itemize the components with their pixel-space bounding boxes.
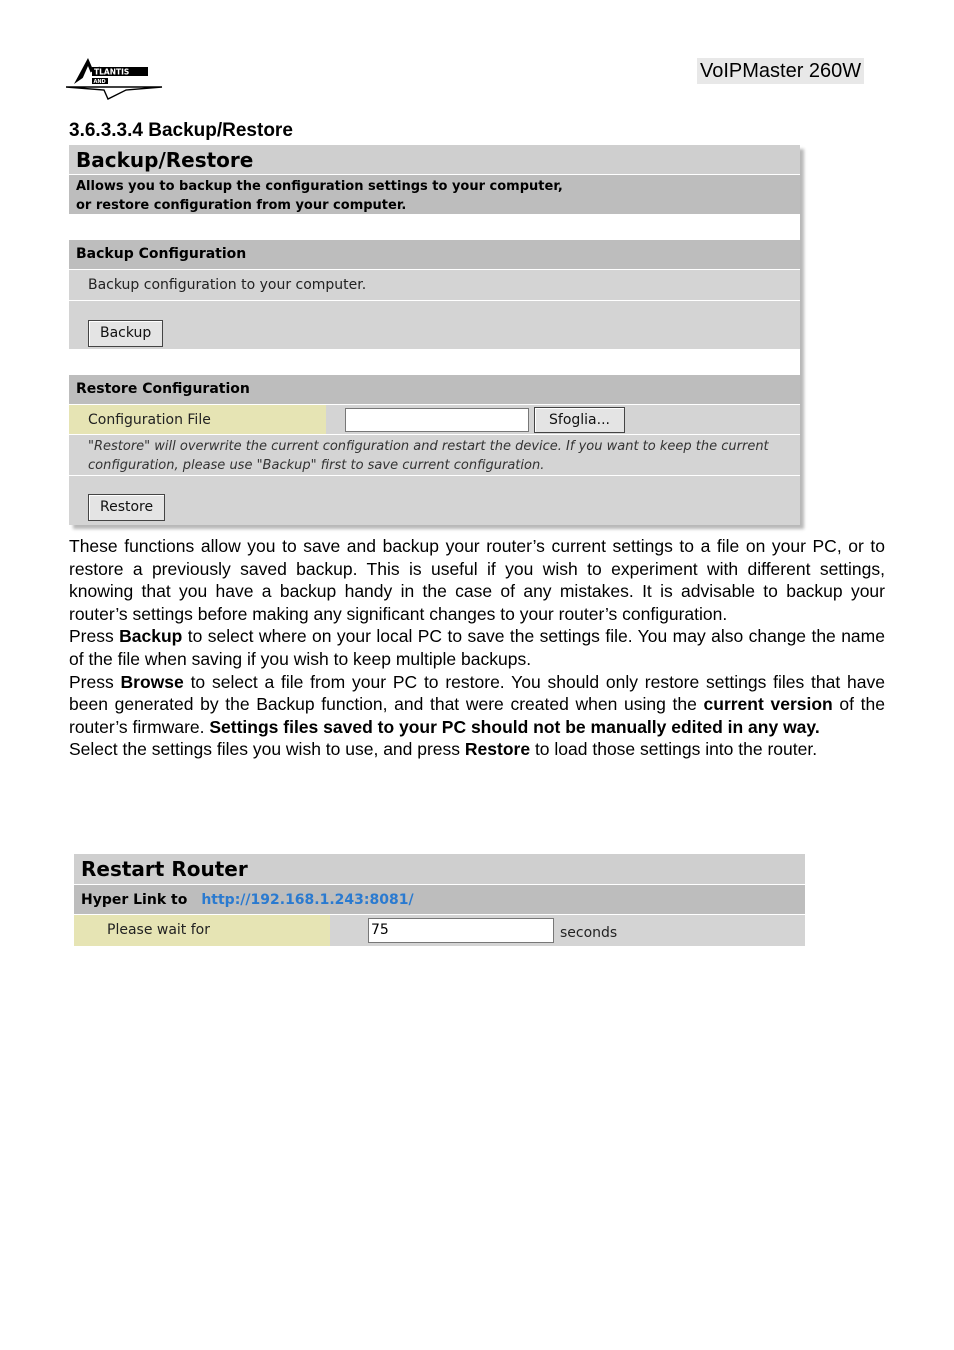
text-run: Press <box>69 626 120 647</box>
warning-line-2: configuration, please use "Backup" first to save current configuration. <box>88 458 545 473</box>
backup-button[interactable]: Backup <box>88 320 163 347</box>
config-file-input[interactable] <box>345 408 529 432</box>
section-heading: 3.6.3.3.4 Backup/Restore <box>69 120 293 141</box>
restart-title: Restart Router <box>74 854 805 885</box>
product-name: VoIPMaster 260W <box>697 58 864 84</box>
atlantis-land-logo <box>66 54 164 100</box>
body-text <box>69 535 885 761</box>
restart-router-panel <box>74 854 805 946</box>
svg-text:TLANTIS: TLANTIS <box>94 67 130 77</box>
backup-restore-panel <box>69 145 800 525</box>
restore-warning <box>69 435 800 475</box>
spacer <box>69 349 800 375</box>
wait-label: Please wait for <box>74 915 330 946</box>
paragraph-restore <box>69 738 885 761</box>
warning-line-1: "Restore" will overwrite the current configuration and restart the device. If you want to keep the current <box>88 439 769 454</box>
config-file-row <box>69 405 800 435</box>
paragraph-intro: These functions allow you to save and backup your router’s current settings to a file on your PC, or to restore a previously saved backup. This is useful if you wish to experiment with different settings, knowing that you have a backup handy in the case of any mistakes. It is advisable to backup your router’s settings before making any significant changes to your router’s configuration. <box>69 536 885 624</box>
restore-section-title: Restore Configuration <box>69 375 800 405</box>
hyperlink-label: Hyper Link to <box>81 892 188 908</box>
backup-text: Backup configuration to your computer. <box>88 277 367 293</box>
text-run: to select where on your local PC to save the settings file. You may also change the name of the file when saving if you wish to keep multiple backups. <box>69 626 885 669</box>
text-run: to select a file from your PC to restore. You should only restore settings files that have been generated by the Backup function, and that were created when using the <box>69 671 885 715</box>
panel-description <box>69 175 800 214</box>
paragraph-backup <box>69 625 885 670</box>
hyperlink-row <box>74 885 805 915</box>
panel-title: Backup/Restore <box>69 145 800 175</box>
svg-text:AND: AND <box>93 79 106 85</box>
description-line-1: Allows you to backup the configuration settings to your computer, <box>76 179 563 194</box>
restore-button-row <box>69 476 800 525</box>
text-run-bold: Browse <box>120 671 184 692</box>
spacer <box>69 214 800 240</box>
text-run: Select the settings files you wish to use, and press <box>69 739 465 760</box>
text-run-bold: Settings files saved to your PC should not be manually edited in any way. <box>209 716 820 737</box>
text-run-bold: Restore <box>464 739 531 760</box>
description-line-2: or restore configuration from your computer. <box>76 198 407 213</box>
paragraph-browse <box>69 671 885 739</box>
router-url-link[interactable]: http://192.168.1.243:8081/ <box>201 892 414 908</box>
config-file-label: Configuration File <box>69 405 326 434</box>
wait-seconds-field[interactable]: 75 <box>368 918 554 943</box>
browse-button[interactable]: Sfoglia... <box>534 407 625 433</box>
restore-button[interactable]: Restore <box>88 494 165 521</box>
wait-unit: seconds <box>560 925 618 941</box>
text-run: to load those settings into the router. <box>530 739 818 760</box>
restore-warning-row <box>69 435 800 476</box>
text-run-bold: Backup <box>119 626 183 647</box>
text-run: of the router’s firmware. <box>69 694 885 737</box>
backup-button-row <box>69 301 800 349</box>
text-run: Press <box>69 671 121 692</box>
backup-section-title: Backup Configuration <box>69 240 800 270</box>
backup-text-row <box>69 270 800 301</box>
text-run-bold: current version <box>703 694 833 715</box>
